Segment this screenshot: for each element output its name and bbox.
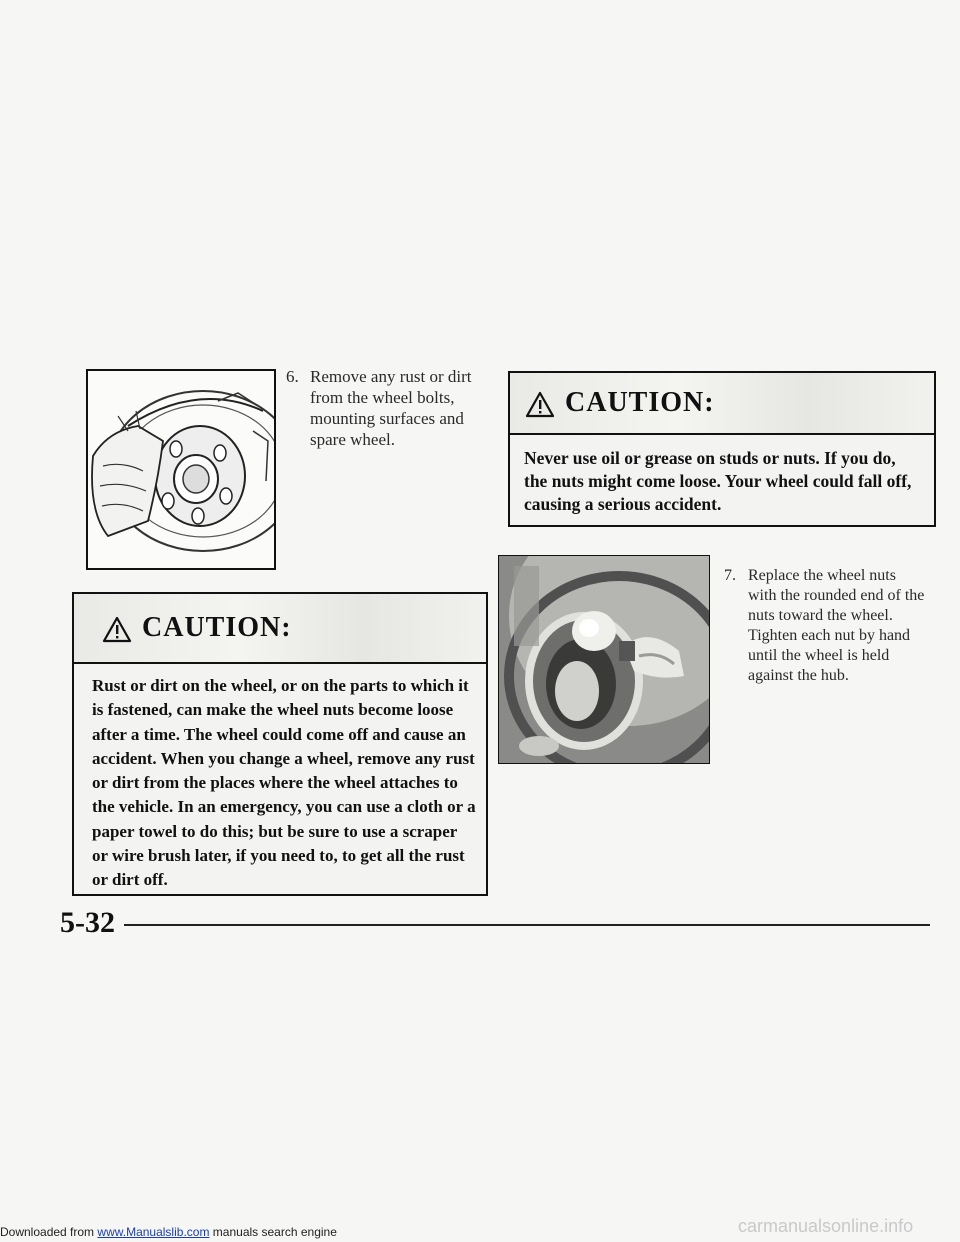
caution-header <box>510 373 934 435</box>
watermark: carmanualsonline.info <box>738 1216 914 1236</box>
wheel-hub-drawing <box>88 371 274 568</box>
page-number: 5-32 <box>60 906 115 939</box>
caution-body: Never use oil or grease on studs or nuts. If you do, the nuts might come loose. Your wheel could fall off, causing a serious accident. <box>524 448 912 514</box>
footer-rule <box>124 924 930 926</box>
caution-header <box>74 594 486 664</box>
step-7-text: Replace the wheel nuts with the rounded end of the nuts toward the wheel. Tighten each nut by hand until the wheel is held against the hub. <box>748 567 925 684</box>
wheel-nut-photo <box>498 555 710 764</box>
warning-triangle-icon <box>525 391 555 418</box>
step-7-number: 7. <box>724 567 736 584</box>
step-6 <box>286 366 486 466</box>
step-6-number: 6. <box>286 367 299 386</box>
caution-box-rust-dirt <box>72 592 488 896</box>
manualslib-link[interactable]: www.Manualslib.com <box>97 1225 210 1239</box>
caution-title: CAUTION: <box>565 387 715 418</box>
download-prefix: Downloaded from <box>0 1225 95 1239</box>
wheel-hub-cleaning-illustration <box>86 369 276 570</box>
caution-body: Rust or dirt on the wheel, or on the parts to which it is fastened, can make the wheel nuts become loose after a time. The wheel could come off and cause an accident. When you change a wheel, remove any rust or dirt from the places where the wheel attaches to the vehicle. In an emergency, you can use a cloth or a paper towel to do this; but be sure to use a scraper or wire brush later, if you need to, to get all the rust or dirt off. <box>92 676 476 890</box>
step-7 <box>724 566 934 706</box>
caution-box-oil-grease <box>508 371 936 527</box>
step-6-text: Remove any rust or dirt from the wheel bolts, mounting surfaces and spare wheel. <box>310 367 472 449</box>
download-suffix: manuals search engine <box>212 1225 337 1239</box>
download-bar <box>0 1225 520 1241</box>
wheel-nut-drawing <box>499 556 709 763</box>
caution-title: CAUTION: <box>142 612 292 643</box>
warning-triangle-icon <box>102 616 132 643</box>
